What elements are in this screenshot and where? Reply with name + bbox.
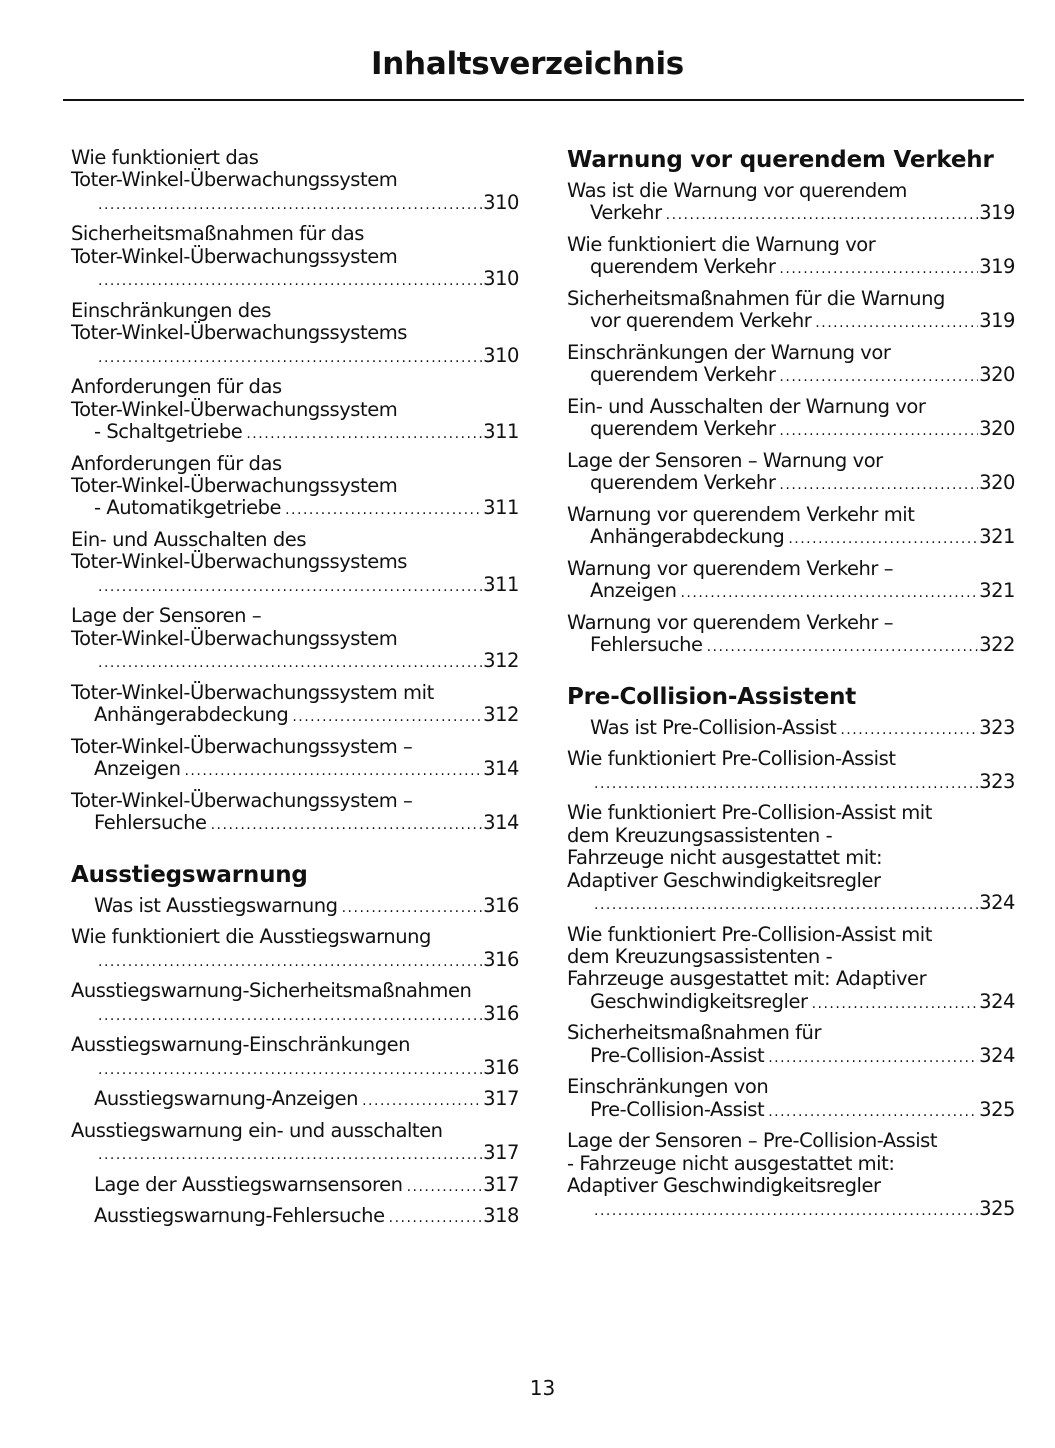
toc-entry-title-line: Einschränkungen von bbox=[567, 1075, 769, 1099]
toc-entry-leader bbox=[590, 310, 1015, 334]
toc-entry[interactable] bbox=[71, 223, 519, 292]
toc-entry-title-line: Wie funktioniert die Warnung vor bbox=[567, 233, 876, 256]
toc-page-number: 322 bbox=[979, 633, 1015, 657]
toc-entry[interactable] bbox=[71, 605, 519, 674]
toc-entry[interactable] bbox=[71, 147, 519, 216]
toc-entry-title-line: Pre-Collision-Assist bbox=[590, 1043, 765, 1067]
toc-entry[interactable] bbox=[567, 180, 1015, 227]
toc-entry[interactable] bbox=[567, 450, 1015, 497]
toc-entry-title-line: querendem Verkehr bbox=[590, 255, 776, 279]
toc-entry-leader bbox=[590, 717, 1015, 741]
toc-page-number: 316 bbox=[483, 893, 519, 917]
toc-entry-leader bbox=[94, 574, 519, 598]
dot-leader bbox=[779, 420, 978, 442]
toc-entry-leader bbox=[94, 650, 519, 674]
toc-entry-leader bbox=[590, 991, 1015, 1015]
toc-entry-title-line: Ausstiegswarnung ein- und ausschalten bbox=[71, 1118, 443, 1142]
dot-leader bbox=[815, 312, 978, 334]
toc-entries-pre-collision bbox=[567, 717, 1015, 1222]
toc-entry-title-line: Ausstiegswarnung-Anzeigen bbox=[94, 1087, 359, 1111]
dot-leader bbox=[98, 951, 482, 973]
toc-page-number: 320 bbox=[979, 471, 1015, 495]
section-heading-pre-collision: Pre-Collision-Assistent bbox=[567, 683, 857, 710]
toc-entry-leader bbox=[94, 1205, 519, 1229]
toc-entry-leader bbox=[94, 704, 519, 728]
toc-entry-title-line: querendem Verkehr bbox=[590, 363, 776, 387]
toc-column-right bbox=[567, 147, 1015, 1229]
toc-page-number: 312 bbox=[483, 703, 519, 727]
toc-entry-title-line: Anhängerabdeckung bbox=[590, 525, 785, 549]
toc-page-number: 319 bbox=[979, 309, 1015, 333]
dot-leader bbox=[362, 1090, 482, 1112]
toc-entry-leader bbox=[94, 758, 519, 782]
toc-entry-title-line: Toter-Winkel-Überwachungssystem – bbox=[71, 734, 413, 758]
toc-entry-title-line: Adaptiver Geschwindigkeitsregler bbox=[567, 868, 881, 892]
toc-page-number: 324 bbox=[979, 1043, 1015, 1067]
dot-leader bbox=[768, 1101, 978, 1123]
toc-page-number: 314 bbox=[483, 757, 519, 781]
dot-leader bbox=[211, 814, 483, 836]
dot-leader bbox=[98, 347, 482, 369]
toc-entry-title-line: Toter-Winkel-Überwachungssystem bbox=[71, 244, 398, 268]
toc-entry-title-line: Toter-Winkel-Überwachungssystems bbox=[71, 321, 408, 345]
toc-page-number: 310 bbox=[483, 267, 519, 291]
toc-entry-leader bbox=[94, 268, 519, 292]
dot-leader bbox=[342, 897, 483, 919]
dot-leader bbox=[98, 1059, 482, 1081]
toc-entry-title-line: Toter-Winkel-Überwachungssystem bbox=[71, 474, 398, 498]
toc-entry-leader bbox=[590, 418, 1015, 442]
toc-entry[interactable] bbox=[567, 504, 1015, 551]
toc-page-number: 321 bbox=[979, 579, 1015, 603]
dot-leader bbox=[98, 270, 482, 292]
dot-leader bbox=[594, 1200, 978, 1222]
toc-entry[interactable] bbox=[567, 924, 1015, 1016]
toc-entry-title-line: Toter-Winkel-Überwachungssystem bbox=[71, 397, 398, 421]
toc-entry-leader bbox=[590, 892, 1015, 916]
toc-entry-title-line: Fehlersuche bbox=[94, 811, 207, 835]
toc-entry-title-line: Warnung vor querendem Verkehr – bbox=[567, 557, 894, 580]
section-heading-cross-traffic: Warnung vor querendem Verkehr bbox=[567, 147, 994, 173]
toc-page-number: 321 bbox=[979, 525, 1015, 549]
toc-entry[interactable] bbox=[71, 682, 519, 729]
dot-leader bbox=[594, 894, 978, 916]
dot-leader bbox=[812, 993, 979, 1015]
toc-entry[interactable] bbox=[567, 802, 1015, 916]
toc-entry-leader bbox=[590, 580, 1015, 604]
toc-entry-leader bbox=[94, 1174, 519, 1198]
dot-leader bbox=[594, 773, 978, 795]
toc-entry[interactable] bbox=[567, 748, 1015, 795]
toc-page-number: 318 bbox=[483, 1204, 519, 1228]
toc-entry[interactable] bbox=[71, 790, 519, 837]
toc-entry-leader bbox=[590, 1198, 1015, 1222]
toc-entry[interactable] bbox=[567, 1130, 1015, 1222]
toc-page-number: 310 bbox=[483, 343, 519, 367]
page-number: 13 bbox=[529, 1376, 556, 1400]
toc-page-number: 324 bbox=[979, 989, 1015, 1013]
toc-entry[interactable] bbox=[71, 926, 519, 973]
toc-entry-title-line: - Schaltgetriebe bbox=[94, 420, 243, 444]
dot-leader bbox=[389, 1207, 483, 1229]
toc-entry-title-line: Ausstiegswarnung-Sicherheitsmaßnahmen bbox=[71, 979, 472, 1003]
toc-entry-title-line: Warnung vor querendem Verkehr mit bbox=[567, 503, 915, 526]
toc-entry[interactable] bbox=[71, 529, 519, 598]
toc-entry-title-line: Sicherheitsmaßnahmen für das bbox=[71, 222, 364, 246]
toc-entry-title-line: Ein- und Ausschalten des bbox=[71, 528, 307, 552]
toc-entries-cross-traffic bbox=[567, 180, 1015, 659]
toc-entry-title-line: Ein- und Ausschalten der Warnung vor bbox=[567, 395, 926, 418]
toc-entry-title-line: Fahrzeuge nicht ausgestattet mit: bbox=[567, 846, 883, 870]
toc-entry[interactable] bbox=[567, 612, 1015, 659]
toc-entry-title-line: - Automatikgetriebe bbox=[94, 496, 282, 520]
toc-entry[interactable] bbox=[567, 717, 1015, 741]
toc-entry-leader bbox=[590, 364, 1015, 388]
toc-entry-leader bbox=[94, 1142, 519, 1166]
toc-entry-title-line: Sicherheitsmaßnahmen für die Warnung bbox=[567, 287, 945, 310]
toc-entry-title-line: Anzeigen bbox=[590, 579, 677, 603]
toc-entry-title-line: Anforderungen für das bbox=[71, 451, 282, 475]
toc-entry-leader bbox=[94, 812, 519, 836]
toc-entry-title-line: Lage der Ausstiegswarnsensoren bbox=[94, 1172, 403, 1196]
section-heading-exit-warning: Ausstiegswarnung bbox=[71, 861, 308, 888]
toc-entry-title-line: Was ist Pre-Collision-Assist bbox=[590, 715, 837, 739]
toc-page-number: 310 bbox=[483, 190, 519, 214]
toc-page-number: 323 bbox=[979, 715, 1015, 739]
toc-entry[interactable] bbox=[567, 1076, 1015, 1123]
toc-entry[interactable] bbox=[71, 980, 519, 1027]
dot-leader bbox=[98, 194, 482, 216]
toc-entry-leader bbox=[590, 634, 1015, 658]
toc-entry-leader bbox=[590, 771, 1015, 795]
toc-page-number: 320 bbox=[979, 363, 1015, 387]
toc-entry-title-line: Lage der Sensoren – Warnung vor bbox=[567, 449, 883, 472]
toc-entry-title-line: Einschränkungen des bbox=[71, 298, 271, 322]
toc-page-number: 324 bbox=[979, 891, 1015, 915]
toc-entry-title-line: Toter-Winkel-Überwachungssystem – bbox=[71, 788, 413, 812]
toc-entry[interactable] bbox=[71, 376, 519, 445]
toc-entry-title-line: Toter-Winkel-Überwachungssystem bbox=[71, 626, 398, 650]
toc-entry-title-line: dem Kreuzungsassistenten - bbox=[567, 945, 833, 969]
toc-entry-title-line: Wie funktioniert die Ausstiegswarnung bbox=[71, 925, 431, 949]
toc-entry-title-line: vor querendem Verkehr bbox=[590, 309, 812, 333]
toc-page-number: 311 bbox=[483, 496, 519, 520]
toc-entry-leader bbox=[590, 1045, 1015, 1069]
toc-entry-title-line: Adaptiver Geschwindigkeitsregler bbox=[567, 1174, 881, 1198]
toc-entry-leader bbox=[94, 1003, 519, 1027]
dot-leader bbox=[98, 576, 482, 598]
toc-entry-leader bbox=[94, 1057, 519, 1081]
dot-leader bbox=[98, 652, 482, 674]
toc-entry-title-line: Was ist Ausstiegswarnung bbox=[94, 893, 338, 917]
toc-entry-leader bbox=[590, 256, 1015, 280]
dot-leader bbox=[768, 1047, 978, 1069]
toc-entry-title-line: Wie funktioniert Pre-Collision-Assist mit bbox=[567, 801, 932, 825]
toc-entry[interactable] bbox=[567, 1022, 1015, 1069]
toc-entry-title-line: Wie funktioniert das bbox=[71, 146, 259, 169]
toc-entry-leader bbox=[94, 345, 519, 369]
toc-entry-title-line: Warnung vor querendem Verkehr – bbox=[567, 611, 894, 634]
toc-entry-title-line: Ausstiegswarnung-Einschränkungen bbox=[71, 1033, 411, 1057]
toc-entry-leader bbox=[590, 1099, 1015, 1123]
toc-entry-title-line: Anhängerabdeckung bbox=[94, 703, 289, 727]
toc-page-number: 325 bbox=[979, 1196, 1015, 1220]
toc-entry[interactable] bbox=[71, 1034, 519, 1081]
toc-entry-leader bbox=[94, 949, 519, 973]
dot-leader bbox=[779, 258, 978, 280]
toc-page-number: 319 bbox=[979, 255, 1015, 279]
toc-entry[interactable] bbox=[71, 1205, 519, 1229]
toc-entry-leader bbox=[590, 526, 1015, 550]
toc-entry-title-line: Fehlersuche bbox=[590, 633, 703, 657]
toc-entry[interactable] bbox=[71, 453, 519, 522]
toc-entry-leader bbox=[590, 202, 1015, 226]
toc-entries-blind-spot bbox=[71, 147, 519, 837]
dot-leader bbox=[407, 1176, 483, 1198]
toc-entry-title-line: Geschwindigkeitsregler bbox=[590, 989, 808, 1013]
dot-leader bbox=[840, 719, 978, 741]
toc-entry[interactable] bbox=[567, 396, 1015, 443]
toc-page-number: 325 bbox=[979, 1097, 1015, 1121]
toc-entry-leader bbox=[94, 895, 519, 919]
toc-entry-leader bbox=[94, 1088, 519, 1112]
toc-entry[interactable] bbox=[71, 1174, 519, 1198]
toc-entry-leader bbox=[590, 472, 1015, 496]
toc-entry-title-line: Wie funktioniert Pre-Collision-Assist mit bbox=[567, 922, 932, 946]
dot-leader bbox=[707, 636, 979, 658]
toc-page-number: 317 bbox=[483, 1172, 519, 1196]
toc-column-left bbox=[71, 147, 519, 1237]
toc-entry[interactable] bbox=[71, 300, 519, 369]
dot-leader bbox=[292, 706, 482, 728]
toc-entry-leader bbox=[94, 421, 519, 445]
toc-entry[interactable] bbox=[71, 1120, 519, 1167]
toc-entry[interactable] bbox=[567, 288, 1015, 335]
dot-leader bbox=[779, 474, 978, 496]
toc-entry-title-line: querendem Verkehr bbox=[590, 471, 776, 495]
toc-entry[interactable] bbox=[567, 342, 1015, 389]
toc-entry-title-line: Einschränkungen der Warnung vor bbox=[567, 341, 891, 364]
toc-page-number: 311 bbox=[483, 572, 519, 596]
toc-entry-title-line: Anforderungen für das bbox=[71, 375, 282, 399]
toc-entry-title-line: Wie funktioniert Pre-Collision-Assist bbox=[567, 747, 896, 771]
toc-entry-leader bbox=[94, 497, 519, 521]
toc-page-number: 316 bbox=[483, 1055, 519, 1079]
toc-page-number: 311 bbox=[483, 420, 519, 444]
toc-entry-title-line: Was ist die Warnung vor querendem bbox=[567, 179, 907, 202]
dot-leader bbox=[779, 366, 978, 388]
toc-entry-leader bbox=[94, 192, 519, 216]
page-title: Inhaltsverzeichnis bbox=[371, 46, 684, 82]
toc-page-number: 320 bbox=[979, 417, 1015, 441]
toc-page-number: 317 bbox=[483, 1141, 519, 1165]
toc-entry-title-line: Ausstiegswarnung-Fehlersuche bbox=[94, 1204, 385, 1228]
toc-entry[interactable] bbox=[567, 234, 1015, 281]
dot-leader bbox=[666, 204, 978, 226]
toc-entry-title-line: - Fahrzeuge nicht ausgestattet mit: bbox=[567, 1151, 895, 1175]
toc-entry-title-line: Fahrzeuge ausgestattet mit: Adaptiver bbox=[567, 967, 927, 991]
toc-page-number: 317 bbox=[483, 1087, 519, 1111]
toc-entry-title-line: Verkehr bbox=[590, 201, 662, 225]
dot-leader bbox=[788, 528, 978, 550]
toc-entry-title-line: Toter-Winkel-Überwachungssystem bbox=[71, 168, 398, 192]
toc-entry[interactable] bbox=[71, 736, 519, 783]
dot-leader bbox=[98, 1005, 482, 1027]
toc-entry[interactable] bbox=[71, 1088, 519, 1112]
toc-entry-title-line: Lage der Sensoren – Pre-Collision-Assist bbox=[567, 1129, 938, 1153]
toc-page-number: 319 bbox=[979, 201, 1015, 225]
toc-entry-title-line: Toter-Winkel-Überwachungssystem mit bbox=[71, 680, 434, 704]
toc-entries-exit-warning bbox=[71, 895, 519, 1230]
toc-entry-title-line: Anzeigen bbox=[94, 757, 181, 781]
dot-leader bbox=[285, 499, 482, 521]
toc-entry-title-line: Toter-Winkel-Überwachungssystems bbox=[71, 550, 408, 574]
toc-entry-title-line: Sicherheitsmaßnahmen für bbox=[567, 1021, 822, 1045]
dot-leader bbox=[680, 582, 978, 604]
toc-entry-title-line: dem Kreuzungsassistenten - bbox=[567, 823, 833, 847]
toc-page-number: 312 bbox=[483, 649, 519, 673]
title-divider bbox=[63, 99, 1024, 101]
toc-entry-title-line: Lage der Sensoren – bbox=[71, 604, 262, 628]
dot-leader bbox=[184, 760, 482, 782]
toc-entry-title-line: querendem Verkehr bbox=[590, 417, 776, 441]
dot-leader bbox=[98, 1144, 482, 1166]
toc-entry[interactable] bbox=[567, 558, 1015, 605]
toc-page-number: 323 bbox=[979, 769, 1015, 793]
toc-entry[interactable] bbox=[71, 895, 519, 919]
toc-page-number: 314 bbox=[483, 811, 519, 835]
toc-entry-title-line: Pre-Collision-Assist bbox=[590, 1097, 765, 1121]
toc-page-number: 316 bbox=[483, 1001, 519, 1025]
dot-leader bbox=[246, 423, 482, 445]
toc-page-number: 316 bbox=[483, 947, 519, 971]
